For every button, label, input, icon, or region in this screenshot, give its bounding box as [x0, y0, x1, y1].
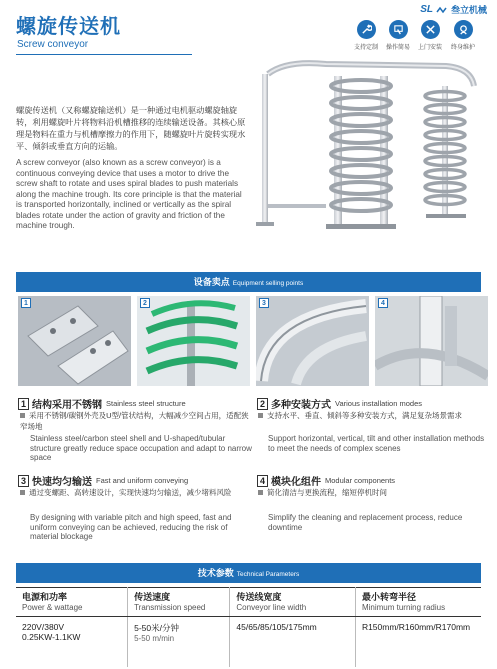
- cell-value-2: 0.25KW-1.1KW: [22, 632, 81, 642]
- photo-number: 3: [259, 298, 269, 308]
- table-cell: [230, 617, 356, 667]
- wave-icon: [436, 6, 448, 14]
- photo-number: 1: [21, 298, 31, 308]
- selling-point-number: 1: [18, 398, 29, 410]
- selling-points-bar: [16, 272, 481, 292]
- cell-value-2: 5-50 m/min: [134, 634, 175, 643]
- desc-text: 简化清洁与更换流程，缩短停机时间: [267, 488, 387, 497]
- feature-label: 终身维护: [450, 45, 475, 51]
- pointer-icon: [389, 20, 408, 39]
- table-header-cell: [128, 588, 230, 617]
- feature-custom: [351, 20, 381, 51]
- module-image: [375, 296, 488, 386]
- green-spiral-image: [137, 296, 250, 386]
- selling-point-1-title: [18, 396, 186, 411]
- tech-params-table: [16, 587, 481, 667]
- intro-text-cn: 螺旋传送机（又称螺旋输送机）是一种通过电机驱动螺旋轴旋转，利用螺旋叶片将物料沿机槽推移的连续输送设备。其核心原理是物料在重力与机槽摩擦力的作用下，随螺旋叶片旋转实现水平、倾斜或垂直方向的运输。: [16, 106, 246, 151]
- cell-value: 45/65/85/105/175mm: [236, 622, 317, 632]
- feature-service: [448, 20, 478, 51]
- feature-label: 上门安装: [417, 45, 442, 51]
- table-cell: [355, 617, 481, 667]
- bullet-icon: [258, 413, 263, 418]
- photo-curve: [256, 296, 369, 386]
- selling-point-number: 2: [257, 398, 268, 410]
- brand-name: 叁立机械: [450, 5, 487, 15]
- selling-point-3-desc-cn: [20, 487, 250, 498]
- header-cn: 传送线宽度: [236, 592, 282, 602]
- bullet-icon: [20, 413, 25, 418]
- header-en: Power & wattage: [22, 603, 83, 612]
- feature-install: [415, 20, 445, 51]
- selling-point-title-cn: 模块化组件: [271, 477, 321, 488]
- intro-text-en: A screw conveyor (also known as a screw conveyor) is a continuous conveying device that uses a motor to drive the screw shaft to rotate and uses spiral blades to push materials along the machine trough. Its core principle is that the material is transported horizontally, inclined or vertically as the spiral blades rotate under the action of gravity and friction of the machine trough.: [16, 158, 242, 230]
- table-header-cell: [16, 588, 128, 617]
- title-divider: [16, 54, 192, 55]
- selling-point-1-desc-en: Stainless steel/carbon steel shell and U-shaped/tubular structure greatly reduce space occupation and adapt to narrow space: [30, 434, 252, 462]
- cell-value: 220V/380V: [22, 622, 65, 632]
- selling-point-3-title: [18, 473, 188, 488]
- selling-point-number: 3: [18, 475, 29, 487]
- selling-point-4-desc-cn: [258, 487, 490, 498]
- selling-points-bar-en: Equipment selling points: [232, 280, 304, 287]
- header-en: Minimum turning radius: [361, 603, 446, 612]
- cell-value: R150mm/R160mm/R170mm: [361, 622, 471, 632]
- table-header-cell: [230, 588, 356, 617]
- selling-points-bar-cn: 设备卖点: [193, 277, 230, 287]
- page-title: 螺旋传送机: [16, 16, 121, 38]
- selling-point-4-title: [257, 473, 395, 488]
- selling-point-title-en: Fast and uniform conveying: [96, 476, 189, 485]
- feature-easy: [383, 20, 413, 51]
- bullet-icon: [258, 490, 263, 495]
- selling-point-title-cn: 多种安装方式: [271, 400, 331, 411]
- header-en: Transmission speed: [134, 603, 206, 612]
- table-cell: [128, 617, 230, 667]
- cell-value: 5-50米/分钟: [134, 623, 179, 633]
- photo-module: [375, 296, 488, 386]
- curve-image: [256, 296, 369, 386]
- screw-conveyor-illustration: [246, 56, 489, 240]
- table-header-cell: [355, 588, 481, 617]
- selling-point-4-desc-en: Simplify the cleaning and replacement process, reduce downtime: [268, 513, 463, 532]
- selling-point-2-desc-en: Support horizontal, vertical, tilt and other installation methods to meet the needs of complex scenes: [268, 434, 485, 453]
- tools-icon: [421, 20, 440, 39]
- steel-parts-image: [18, 296, 131, 386]
- selling-point-title-en: Stainless steel structure: [106, 399, 186, 408]
- selling-point-title-en: Modular components: [325, 476, 396, 485]
- selling-point-1-desc-cn: [20, 410, 250, 432]
- photo-number: 2: [140, 298, 150, 308]
- header-en: Conveyor line width: [236, 603, 307, 612]
- selling-point-2-desc-cn: [258, 410, 490, 421]
- desc-text: 通过变螺距、高转速设计，实现快速均匀输送，减少堵料风险: [29, 488, 232, 497]
- selling-point-number: 4: [257, 475, 268, 487]
- feature-label: 支持定制: [353, 45, 378, 51]
- tech-params-bar-en: Technical Parameters: [236, 571, 300, 578]
- header-cn: 最小转弯半径: [361, 592, 416, 602]
- brand-logo: SL: [420, 4, 433, 15]
- selling-point-title-cn: 结构采用不锈钢: [32, 400, 102, 411]
- wrench-icon: [357, 20, 376, 39]
- tech-params-bar-cn: 技术参数: [197, 568, 234, 578]
- header-cn: 传送速度: [134, 592, 171, 602]
- table-header-row: [16, 588, 481, 617]
- brand: [420, 3, 487, 16]
- service-icon: [454, 20, 473, 39]
- photo-number: 4: [378, 298, 388, 308]
- bullet-icon: [20, 490, 25, 495]
- feature-label: 操作简易: [385, 45, 410, 51]
- desc-text: 支持水平、垂直、倾斜等多种安装方式，满足复杂场景需求: [267, 411, 462, 420]
- photo-steel-parts: [18, 296, 131, 386]
- header-cn: 电源和功率: [22, 592, 68, 602]
- selling-point-2-title: [257, 396, 422, 411]
- table-row: [16, 617, 481, 667]
- table-cell: [16, 617, 128, 667]
- selling-point-title-cn: 快速均匀输送: [32, 477, 92, 488]
- photo-green-spiral: [137, 296, 250, 386]
- selling-point-title-en: Various installation modes: [335, 399, 422, 408]
- tech-params-bar: [16, 563, 481, 583]
- selling-point-3-desc-en: By designing with variable pitch and high speed, fast and uniform conveying can be achieved, reducing the risk of material blockage: [30, 513, 232, 541]
- desc-text: 采用不锈钢/碳钢外壳及U型/管状结构，大幅减少空间占用，适配狭窄场地: [20, 411, 249, 431]
- page-subtitle: Screw conveyor: [17, 39, 89, 50]
